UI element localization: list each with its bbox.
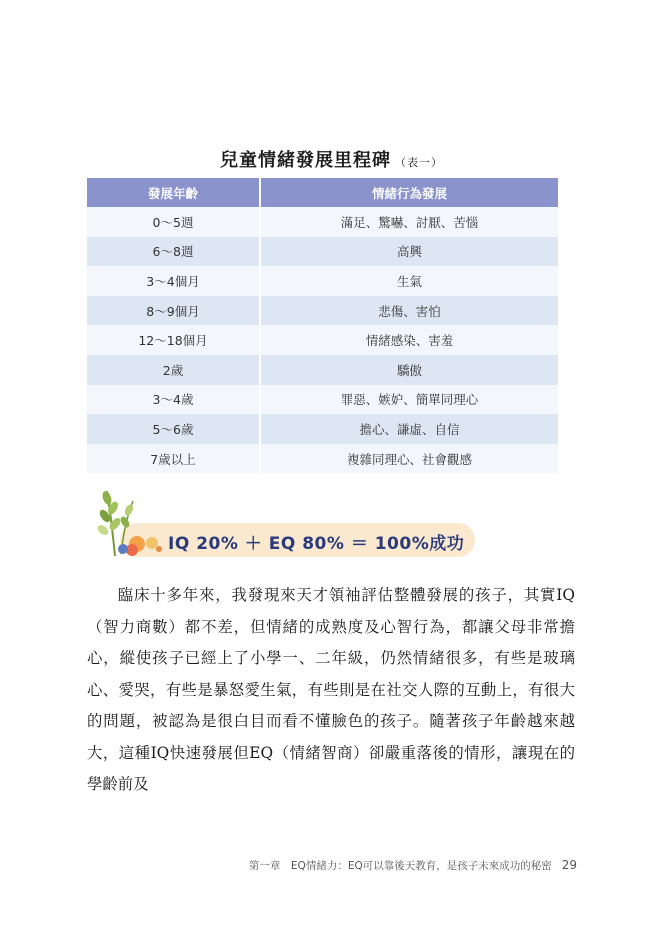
behavior-cell: 罪惡、嫉妒、簡單同理心 [260, 385, 558, 415]
age-cell: 3～4歲 [87, 385, 260, 415]
behavior-cell: 高興 [260, 237, 558, 267]
age-cell: 2歲 [87, 355, 260, 385]
table-title-text: 兒童情緒發展里程碑 [220, 150, 391, 171]
age-cell: 8～9個月 [87, 296, 260, 326]
table-row [87, 355, 558, 385]
header-age: 發展年齡 [87, 178, 260, 207]
table-note: （表一） [395, 156, 443, 169]
behavior-cell: 擔心、謙虛、自信 [260, 414, 558, 444]
body-text [87, 580, 575, 801]
behavior-cell: 悲傷、害怕 [260, 296, 558, 326]
page-number: 29 [561, 858, 577, 872]
age-cell: 3～4個月 [87, 266, 260, 296]
age-cell: 5～6歲 [87, 414, 260, 444]
plant-decoration-icon [85, 486, 165, 561]
milestone-table [87, 178, 558, 473]
behavior-cell: 驕傲 [260, 355, 558, 385]
behavior-cell: 複雜同理心、社會觀感 [260, 444, 558, 474]
table-row [87, 237, 558, 267]
page-footer [249, 858, 577, 873]
table-row [87, 266, 558, 296]
age-cell: 6～8週 [87, 237, 260, 267]
age-cell: 7歲以上 [87, 444, 260, 474]
behavior-cell: 生氣 [260, 266, 558, 296]
behavior-cell: 情緒感染、害羞 [260, 325, 558, 355]
formula-banner-text: IQ 20% ＋ EQ 80% ＝ 100%成功 [168, 534, 465, 554]
behavior-cell: 滿足、驚嚇、討厭、苦惱 [260, 207, 558, 237]
table-row [87, 444, 558, 474]
table-row [87, 385, 558, 415]
table-title [0, 146, 663, 172]
body-paragraph: 臨床十多年來，我發現來天才領袖評估整體發展的孩子，其實IQ（智力商數）都不差，但情緒的成熟度及心智行為，都讓父母非常擔心，縱使孩子已經上了小學一、二年級，仍然情緒很多，有些是玻璃心、愛哭，有些是暴怒愛生氣，有些則是在社交人際的互動上，有很大的問題，被認為是很白目而看不懂臉色的孩子。隨著孩子年齡越來越大，這種IQ快速發展但EQ（情緒智商）卻嚴重落後的情形，讓現在的學齡前及 [87, 586, 575, 793]
table-row [87, 296, 558, 326]
header-behavior: 情緒行為發展 [260, 178, 558, 207]
table-row [87, 207, 558, 237]
table-header-row [87, 178, 558, 207]
running-head: 第一章 EQ情緒力：EQ可以靠後天教育，是孩子未來成功的秘密 [248, 860, 552, 872]
table-row [87, 325, 558, 355]
age-cell: 0～5週 [87, 207, 260, 237]
table-row [87, 414, 558, 444]
age-cell: 12～18個月 [87, 325, 260, 355]
